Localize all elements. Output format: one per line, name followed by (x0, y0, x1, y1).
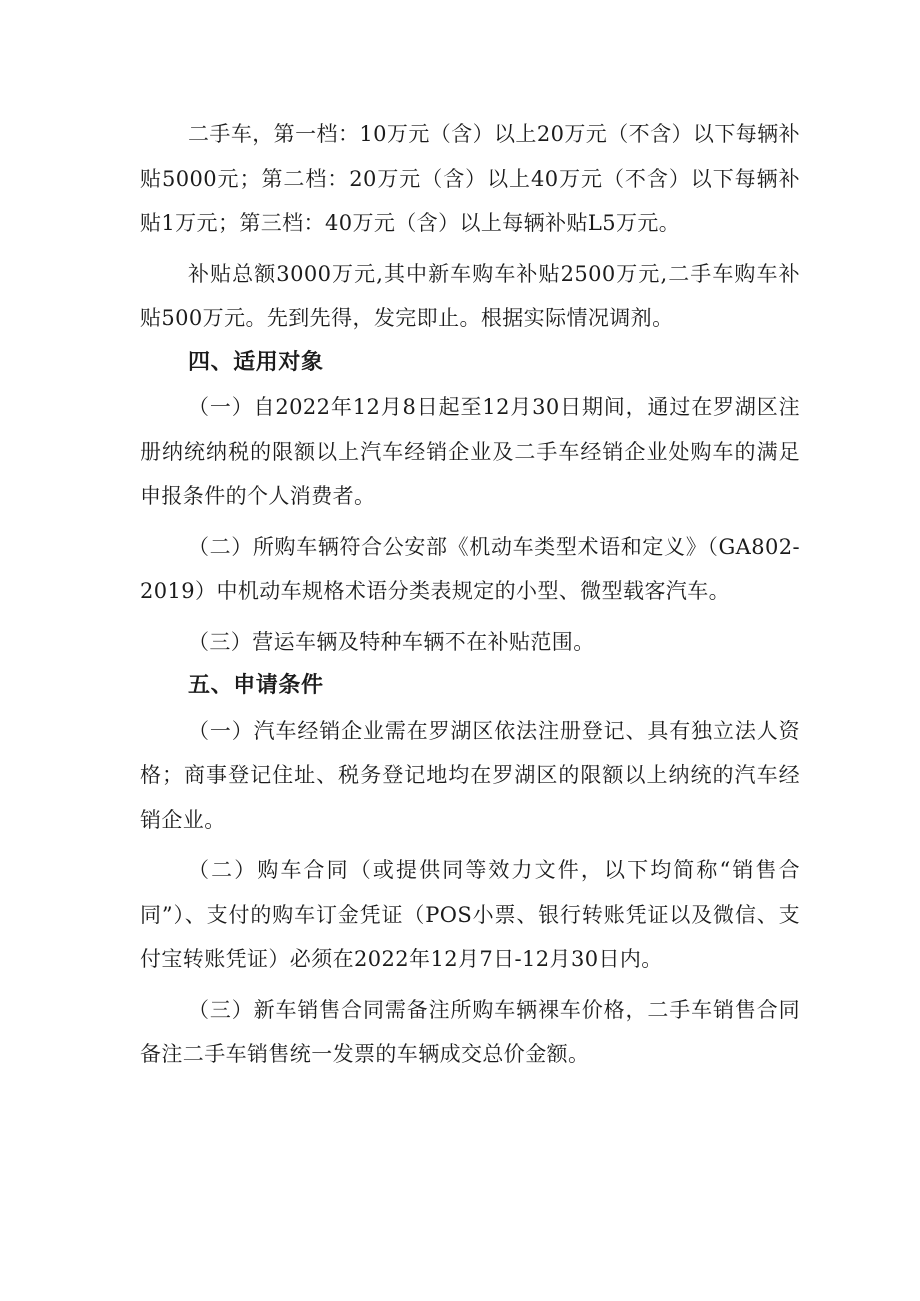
section4-item-3: （三）营运车辆及特种车辆不在补贴范围。 (188, 629, 595, 654)
section-heading-application-conditions: 五、申请条件 (188, 673, 324, 698)
section5-item-2: （二）购车合同（或提供同等效力文件，以下均简称“销售合同”）、支付的购车订金凭证（POS小票、银行转账凭证以及微信、支付宝转账凭证）必须在2022年12月7日-12月30日内。 (140, 858, 800, 971)
section4-item-1: （一）自2022年12月8日起至12月30日期间，通过在罗湖区注册纳统纳税的限额以上汽车经销企业及二手车经销企业处购车的满足申报条件的个人消费者。 (140, 395, 800, 508)
document-page (140, 112, 800, 1077)
section4-item-2: （二）所购车辆符合公安部《机动车类型术语和定义》（GA802-2019）中机动车规格术语分类表规定的小型、微型载客汽车。 (140, 534, 800, 603)
section-heading-eligible-applicants: 四、适用对象 (188, 349, 324, 375)
section5-item-3: （三）新车销售合同需备注所购车辆裸车价格，二手车销售合同备注二手车销售统一发票的车辆成交总价金额。 (140, 997, 800, 1066)
section5-item-1: （一）汽车经销企业需在罗湖区依法注册登记、具有独立法人资格；商事登记住址、税务登记地均在罗湖区的限额以上纳统的汽车经销企业。 (140, 718, 800, 832)
paragraph-used-car-tiers: 二手车，第一档：10万元（含）以上20万元（不含）以下每辆补贴5000元；第二档：20万元（含）以上40万元（不含）以下每辆补贴1万元；第三档：40万元（含）以上每辆补贴L5万元。 (140, 122, 800, 235)
paragraph-subsidy-total: 补贴总额3000万元,其中新车购车补贴2500万元,二手车购车补贴500万元。先到先得，发完即止。根据实际情况调剂。 (140, 261, 800, 330)
